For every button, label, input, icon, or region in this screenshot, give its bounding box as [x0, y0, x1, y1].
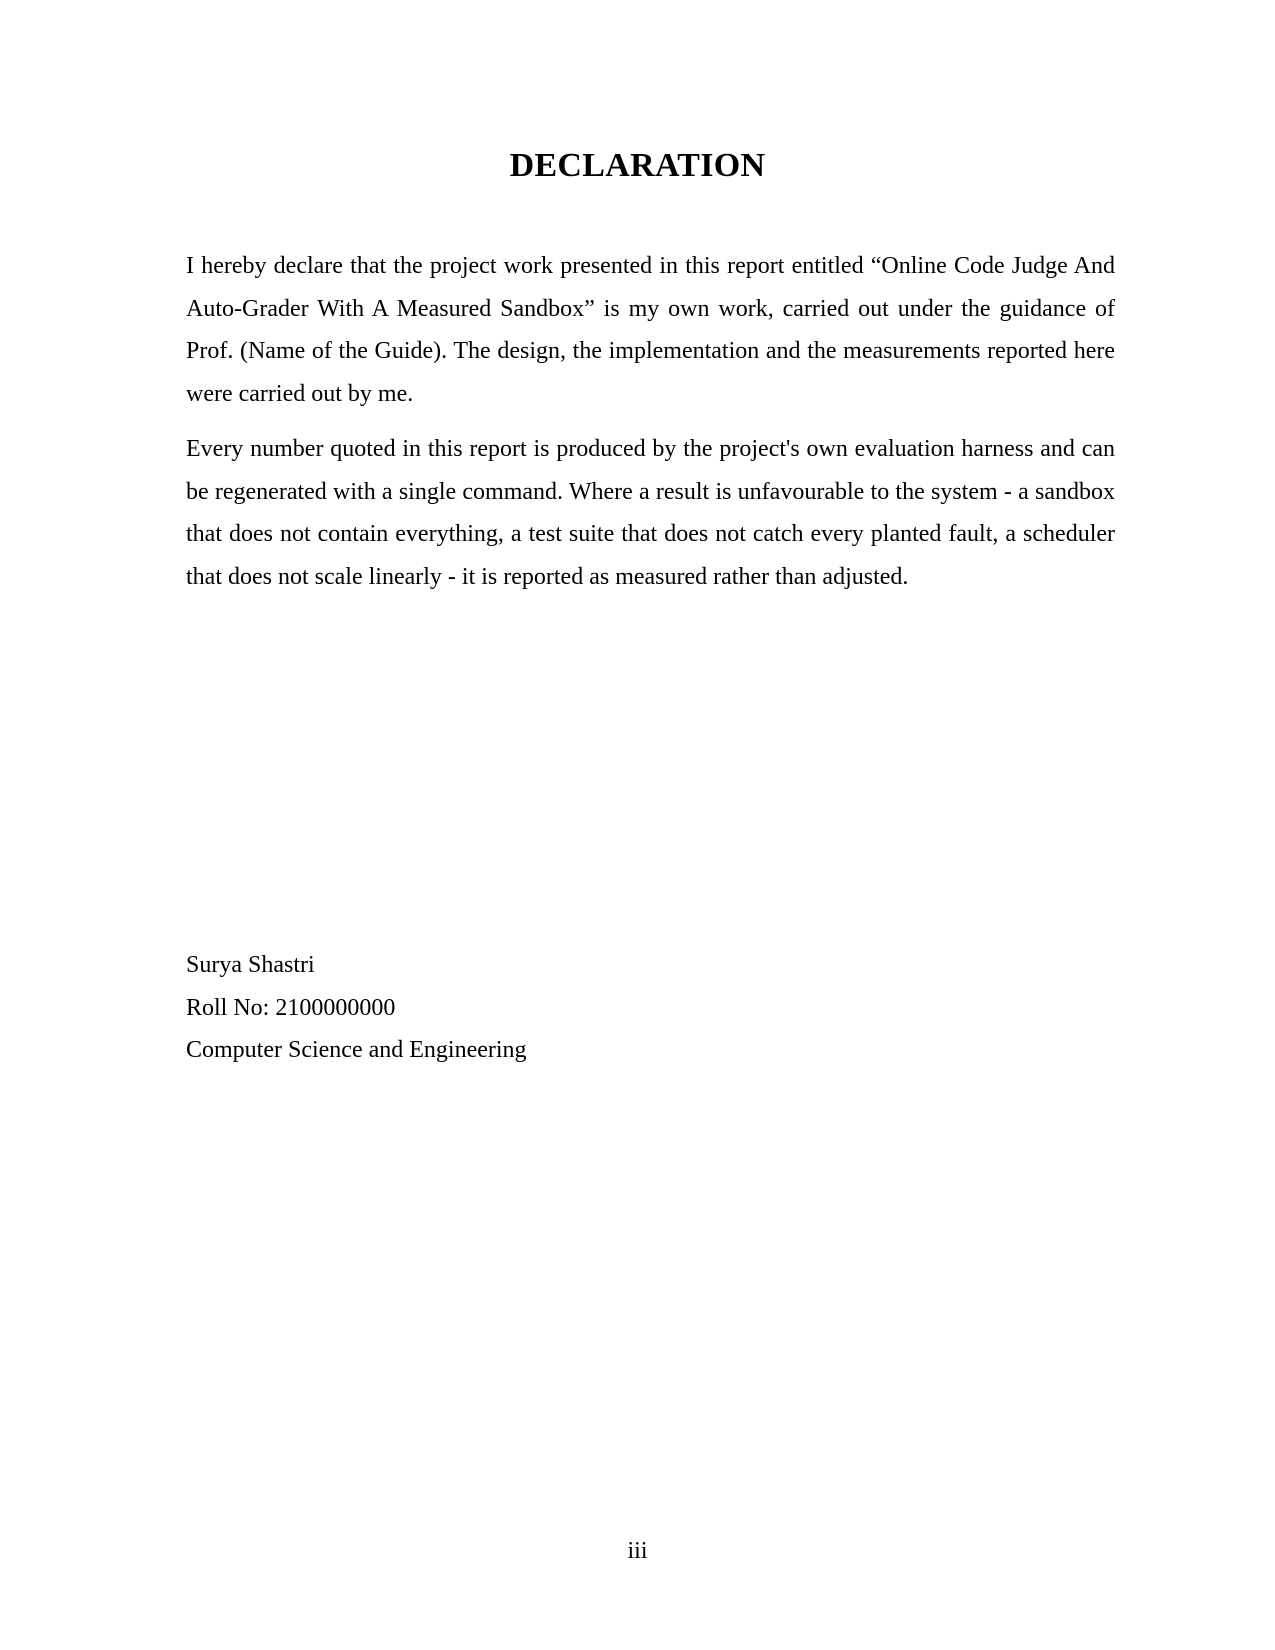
declaration-paragraph-1: I hereby declare that the project work presented in this report entitled “Online Code Judge And Auto-Grader With A Measured Sandbox” is my own work, carried out under the guidance of Prof. (Name of the Guide). The design, the implementation and the measurements reported here were carried out by me.	[186, 253, 1115, 407]
page-number: iii	[627, 1538, 648, 1564]
roll-number: Roll No: 2100000000	[186, 994, 396, 1021]
department: Computer Science and Engineering	[186, 1037, 527, 1063]
signature-block	[186, 944, 527, 1072]
page-title: DECLARATION	[509, 147, 766, 184]
author-name: Surya Shastri	[186, 952, 315, 978]
declaration-paragraph-2: Every number quoted in this report is produced by the project's own evaluation harness and can be regenerated with a single command. Where a result is unfavourable to the system - a sandbox that does not contain everything, a test suite that does not catch every planted fault, a scheduler that does not scale linearly - it is reported as measured rather than adjusted.	[186, 436, 1115, 590]
declaration-body	[186, 245, 1115, 611]
